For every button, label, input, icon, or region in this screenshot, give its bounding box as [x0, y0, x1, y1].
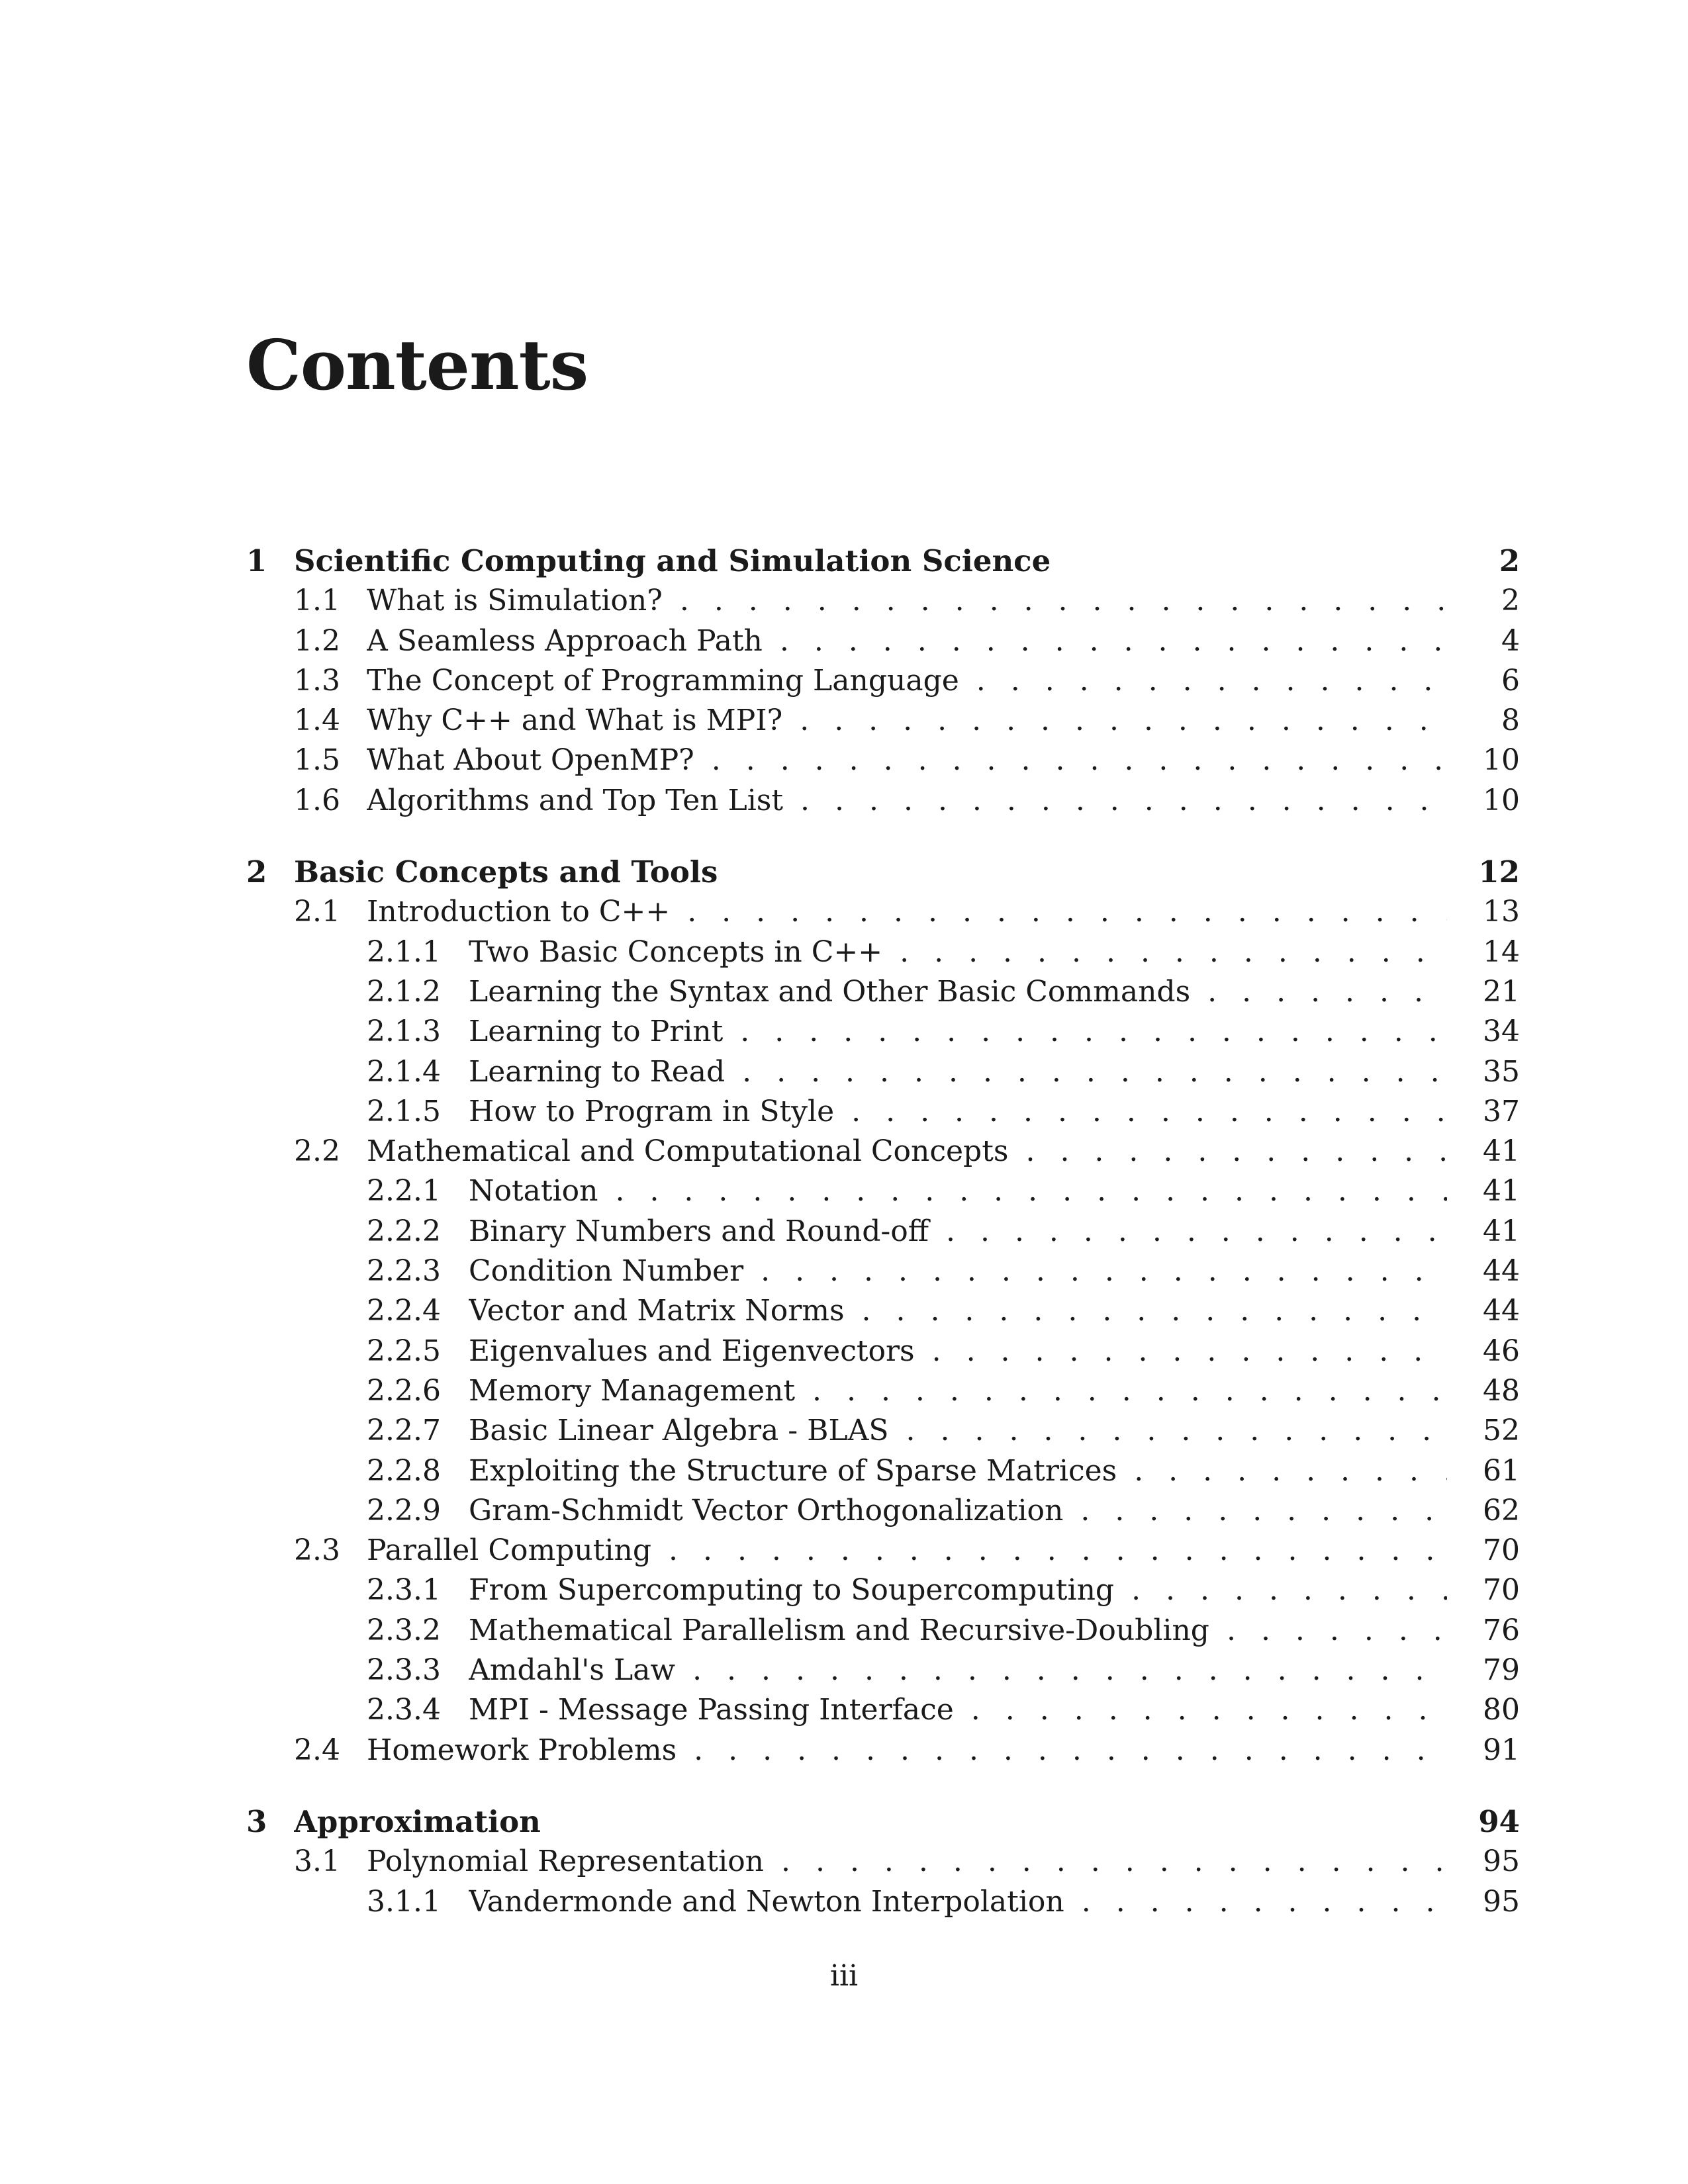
toc-entry-title-text: What is Simulation? — [367, 584, 663, 618]
toc-entry-title — [469, 1451, 1447, 1491]
toc-entry-page: 79 — [1483, 1653, 1520, 1688]
toc-entry-page: 70 — [1483, 1573, 1520, 1608]
toc-entry-title — [469, 933, 1447, 972]
toc-entry-title — [294, 1802, 1447, 1842]
toc-entry-number: 2.1 — [294, 895, 340, 929]
toc-entry-title-text: Vector and Matrix Norms — [469, 1294, 845, 1328]
toc-entry-title-text: Learning the Syntax and Other Basic Commands — [469, 974, 1191, 1009]
toc-entry-title-text: Scientific Computing and Simulation Science — [294, 543, 1051, 578]
toc-entry-number: 1.6 — [294, 783, 340, 817]
toc-entry-number: 2.2.3 — [367, 1254, 441, 1289]
toc-entry-title-text: MPI - Message Passing Interface — [469, 1693, 954, 1727]
toc-entry-page: 76 — [1483, 1613, 1520, 1647]
toc-entry-2-2-7[interactable] — [246, 1411, 1520, 1451]
toc-entry-title — [469, 1411, 1447, 1451]
toc-entry-title — [469, 1052, 1447, 1092]
toc-entry-title-text: The Concept of Programming Language — [367, 663, 959, 698]
toc-entry-number: 2.1.4 — [367, 1054, 441, 1089]
toc-entry-number: 2.2.5 — [367, 1334, 441, 1368]
toc-entry-title-text: Two Basic Concepts in C++ — [469, 934, 883, 969]
toc-entry-page: 91 — [1483, 1733, 1520, 1767]
toc-entry-page: 70 — [1483, 1533, 1520, 1568]
toc-entry-page: 2 — [1501, 584, 1520, 618]
toc-entry-1-4[interactable] — [246, 701, 1520, 741]
toc-entry-1-2[interactable] — [246, 621, 1520, 661]
toc-entry-title-text: What About OpenMP? — [367, 743, 694, 778]
toc-entry-title — [469, 1491, 1447, 1531]
toc-entry-2-1-1[interactable] — [246, 933, 1520, 972]
toc-entry-number: 2.1.3 — [367, 1015, 441, 1049]
toc-entry-title — [469, 972, 1447, 1012]
toc-entry-title-text: Memory Management — [469, 1373, 796, 1408]
toc-entry-page: 48 — [1483, 1373, 1520, 1408]
toc-entry-page: 2 — [1499, 543, 1520, 578]
toc-entry-page: 12 — [1478, 854, 1520, 890]
toc-entry-number: 2.1.2 — [367, 974, 441, 1009]
toc-entry-2-4[interactable] — [246, 1731, 1520, 1770]
toc-entry-2-1[interactable] — [246, 892, 1520, 932]
toc-entry-page: 35 — [1483, 1054, 1520, 1089]
toc-entry-number: 3.1 — [294, 1844, 340, 1879]
toc-entry-title-text: A Seamless Approach Path — [367, 623, 763, 658]
toc-entry-title-text: Parallel Computing — [367, 1533, 652, 1568]
toc-entry-title-text: From Supercomputing to Soupercomputing — [469, 1573, 1115, 1608]
toc-entry-number: 2.2.6 — [367, 1373, 441, 1408]
toc-entry-title-text: Basic Linear Algebra - BLAS — [469, 1414, 889, 1448]
toc-entry-title — [469, 1012, 1447, 1052]
toc-entry-title — [469, 1882, 1447, 1922]
toc-entry-page: 37 — [1483, 1094, 1520, 1128]
toc-entry-title — [367, 581, 1447, 621]
toc-entry-number: 1.1 — [294, 584, 340, 618]
toc-entry-page: 61 — [1483, 1453, 1520, 1488]
toc-entry-2-2-1[interactable] — [246, 1171, 1520, 1211]
toc-entry-number: 2.2 — [294, 1134, 340, 1169]
toc-entry-page: 41 — [1483, 1214, 1520, 1248]
toc-entry-title — [367, 661, 1447, 701]
toc-entry-2-2-4[interactable] — [246, 1291, 1520, 1331]
toc-entry-2-3-2[interactable] — [246, 1611, 1520, 1651]
toc-entry-title — [367, 892, 1447, 932]
toc-entry-page: 41 — [1483, 1134, 1520, 1169]
toc-entry-page: 8 — [1501, 704, 1520, 738]
toc-entry-title-text: Notation — [469, 1174, 598, 1208]
toc-entry-title — [469, 1212, 1447, 1251]
toc-entry-title — [367, 1731, 1447, 1770]
toc-entry-2-2[interactable] — [246, 1132, 1520, 1171]
toc-entry-number: 2.3.2 — [367, 1613, 441, 1647]
toc-entry-title — [367, 1132, 1447, 1171]
toc-entry-title-text: Basic Concepts and Tools — [294, 854, 718, 890]
toc-entry-title — [367, 1531, 1447, 1570]
toc-entry-2-2-9[interactable] — [246, 1491, 1520, 1531]
toc-entry-title-text: Algorithms and Top Ten List — [367, 783, 784, 817]
toc-entry-page: 95 — [1483, 1884, 1520, 1919]
toc-entry-1-5[interactable] — [246, 741, 1520, 780]
toc-entry-title-text: Amdahl's Law — [469, 1653, 676, 1688]
toc-entry-3-1[interactable] — [246, 1842, 1520, 1882]
toc-entry-number: 2 — [246, 854, 267, 890]
toc-entry-title — [469, 1332, 1447, 1371]
toc-entry-number: 2.2.8 — [367, 1453, 441, 1488]
toc-entry-title — [469, 1690, 1447, 1730]
toc-entry-title-text: Mathematical Parallelism and Recursive-Doubling — [469, 1613, 1209, 1647]
toc-entry-number: 2.1.1 — [367, 934, 441, 969]
toc-entry-1-3[interactable] — [246, 661, 1520, 701]
toc-entry-2-2-8[interactable] — [246, 1451, 1520, 1491]
toc-entry-2-2-2[interactable] — [246, 1212, 1520, 1251]
toc-entry-number: 2.2.7 — [367, 1414, 441, 1448]
toc-entry-number: 1 — [246, 543, 267, 578]
toc-entry-title-text: Polynomial Representation — [367, 1844, 765, 1879]
toc-entry-2-3-3[interactable] — [246, 1651, 1520, 1690]
toc-entry-title — [469, 1651, 1447, 1690]
toc-entry-2-2-6[interactable] — [246, 1371, 1520, 1411]
toc-entry-page: 52 — [1483, 1414, 1520, 1448]
toc-entry-title-text: Gram-Schmidt Vector Orthogonalization — [469, 1493, 1064, 1527]
toc-entry-2-3-1[interactable] — [246, 1570, 1520, 1610]
toc-entry-title-text: Binary Numbers and Round-off — [469, 1214, 929, 1248]
toc-entry-title-text: Why C++ and What is MPI? — [367, 704, 783, 738]
toc-entry-2-1-3[interactable] — [246, 1012, 1520, 1052]
toc-entry-2[interactable] — [246, 852, 1520, 892]
toc-entry-page: 14 — [1483, 934, 1520, 969]
toc-entry-3[interactable] — [246, 1802, 1520, 1842]
toc-entry-1[interactable] — [246, 541, 1520, 581]
toc-entry-title-text: Exploiting the Structure of Sparse Matrices — [469, 1453, 1117, 1488]
toc-entry-number: 2.1.5 — [367, 1094, 441, 1128]
toc-entry-title-text: Homework Problems — [367, 1733, 677, 1767]
toc-entry-page: 44 — [1483, 1294, 1520, 1328]
toc-entry-title — [294, 541, 1447, 581]
toc-entry-2-1-5[interactable] — [246, 1092, 1520, 1132]
toc-entry-title-text: Learning to Print — [469, 1015, 724, 1049]
toc-entry-page: 13 — [1483, 895, 1520, 929]
toc-entry-2-3-4[interactable] — [246, 1690, 1520, 1730]
toc-entry-title-text: Mathematical and Computational Concepts — [367, 1134, 1009, 1169]
toc-entry-title — [469, 1171, 1447, 1211]
toc-entry-page: 44 — [1483, 1254, 1520, 1289]
toc-entry-3-1-1[interactable] — [246, 1882, 1520, 1922]
toc-entry-title-text: Learning to Read — [469, 1054, 726, 1089]
toc-entry-number: 2.2.4 — [367, 1294, 441, 1328]
toc-entry-page: 41 — [1483, 1174, 1520, 1208]
toc-entry-number: 2.3.4 — [367, 1693, 441, 1727]
toc-entry-2-2-5[interactable] — [246, 1332, 1520, 1371]
toc-entry-2-3[interactable] — [246, 1531, 1520, 1570]
toc-entry-number: 1.3 — [294, 663, 340, 698]
toc-entry-title — [469, 1092, 1447, 1132]
toc-entry-number: 2.2.9 — [367, 1493, 441, 1527]
toc-entry-title — [367, 621, 1447, 661]
toc-entry-2-1-2[interactable] — [246, 972, 1520, 1012]
toc-entry-title — [367, 741, 1447, 780]
toc-entry-title — [469, 1611, 1447, 1651]
table-of-contents — [246, 541, 1520, 1922]
toc-entry-number: 2.4 — [294, 1733, 340, 1767]
toc-entry-page: 10 — [1483, 783, 1520, 817]
toc-entry-title-text: Eigenvalues and Eigenvectors — [469, 1334, 915, 1368]
toc-entry-title — [294, 852, 1447, 892]
toc-entry-number: 3 — [246, 1803, 267, 1839]
toc-entry-1-1[interactable] — [246, 581, 1520, 621]
toc-entry-title — [469, 1291, 1447, 1331]
toc-entry-page: 4 — [1501, 623, 1520, 658]
toc-entry-page: 80 — [1483, 1693, 1520, 1727]
toc-entry-title — [367, 1842, 1447, 1882]
toc-entry-2-2-3[interactable] — [246, 1251, 1520, 1291]
toc-entry-page: 95 — [1483, 1844, 1520, 1879]
toc-entry-page: 21 — [1483, 974, 1520, 1009]
toc-entry-number: 1.2 — [294, 623, 340, 658]
toc-entry-title-text: Introduction to C++ — [367, 895, 671, 929]
toc-entry-title-text: How to Program in Style — [469, 1094, 835, 1128]
toc-entry-title-text: Vandermonde and Newton Interpolation — [469, 1884, 1064, 1919]
toc-entry-page: 94 — [1478, 1803, 1520, 1839]
toc-entry-number: 1.4 — [294, 704, 340, 738]
toc-entry-title-text: Condition Number — [469, 1254, 744, 1289]
toc-entry-title — [367, 781, 1447, 821]
toc-entry-page: 10 — [1483, 743, 1520, 778]
toc-entry-title — [367, 701, 1447, 741]
toc-entry-title — [469, 1251, 1447, 1291]
toc-entry-number: 2.3 — [294, 1533, 340, 1568]
toc-entry-number: 2.2.2 — [367, 1214, 441, 1248]
toc-entry-2-1-4[interactable] — [246, 1052, 1520, 1092]
toc-entry-page: 6 — [1501, 663, 1520, 698]
toc-entry-number: 2.3.3 — [367, 1653, 441, 1688]
toc-entry-page: 34 — [1483, 1015, 1520, 1049]
toc-entry-number: 2.3.1 — [367, 1573, 441, 1608]
toc-entry-number: 3.1.1 — [367, 1884, 441, 1919]
toc-entry-page: 46 — [1483, 1334, 1520, 1368]
page-title: Contents — [246, 324, 588, 406]
toc-entry-title-text: Approximation — [294, 1803, 541, 1839]
toc-entry-number: 2.2.1 — [367, 1174, 441, 1208]
toc-entry-1-6[interactable] — [246, 781, 1520, 821]
toc-entry-title — [469, 1570, 1447, 1610]
toc-entry-title — [469, 1371, 1447, 1411]
toc-entry-page: 62 — [1483, 1493, 1520, 1527]
toc-entry-number: 1.5 — [294, 743, 340, 778]
page-number: iii — [829, 1959, 859, 1993]
